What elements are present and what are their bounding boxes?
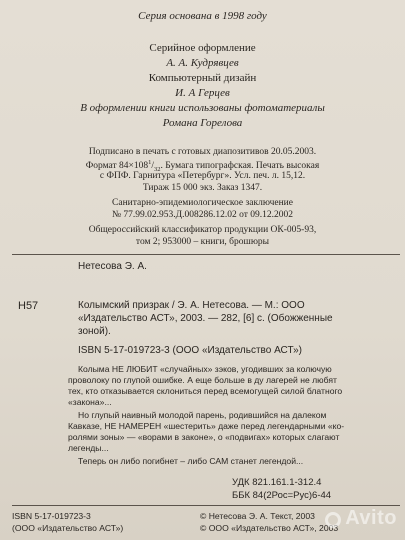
catalog-isbn: ISBN 5-17-019723-3 (ООО «Издательство АСТ»)	[78, 345, 302, 356]
udk-code: УДК 821.161.1-312.4	[232, 477, 322, 488]
design-label: Серийное оформление	[149, 42, 256, 54]
annotation-line-5: Но глупый наивный молодой парень, родившийся на далеком	[78, 410, 327, 420]
print-info-line-3: с ФПФ. Гарнитура «Петербург». Усл. печ. л. 15,12.	[99, 171, 306, 181]
footer-isbn: ISBN 5-17-019723-3	[12, 511, 91, 521]
avito-logo-icon	[325, 512, 341, 528]
photo-author: Романа Горелова	[162, 117, 243, 129]
photo-note: В оформлении книги использованы фотоматериалы	[80, 102, 325, 114]
annotation-line-9: Теперь он либо погибнет – либо САМ станет легендой...	[78, 456, 304, 466]
annotation-line-1: Колыма НЕ ЛЮБИТ «случайных» зэков, угодивших за колючую	[78, 364, 332, 374]
annotation-line-8: легенды...	[68, 443, 109, 453]
annotation-line-2: проволоку по глупой ошибке. А еще больше в ду лагерей не любят	[68, 375, 337, 385]
print-info-line-2: Формат $84\times 108^1/_{32}$. Бумага типографская. Печать высокая	[85, 159, 320, 174]
avito-watermark: Avito	[325, 507, 397, 530]
design-name: А. А. Кудрявцев	[166, 57, 239, 69]
sanitary-line-1: Санитарно-эпидемиологическое заключение	[112, 198, 293, 208]
catalog-author: Нетесова Э. А.	[78, 261, 147, 272]
computer-design-label: Компьютерный дизайн	[148, 72, 257, 84]
computer-design-name: И. А Герцев	[175, 87, 230, 99]
annotation-line-6: Кавказе, НЕ НАМЕРЕН «шестерить» даже перед легендарными «ко-	[68, 421, 345, 431]
divider-bottom	[12, 505, 400, 506]
catalog-index: Н57	[18, 300, 39, 312]
copyright-publisher: © ООО «Издательство АСТ», 2003	[200, 523, 339, 533]
annotation-line-4: «закона»...	[68, 397, 112, 407]
footer-publisher: (ООО «Издательство АСТ»)	[12, 523, 124, 533]
catalog-line-1: Колымский призрак / Э. А. Нетесова. — М.: ООО	[78, 300, 305, 311]
print-info-line-4: Тираж 15 000 экз. Заказ 1347.	[142, 183, 263, 193]
print-info-line-1: Подписано в печать с готовых диапозитивов 20.05.2003.	[88, 147, 317, 157]
annotation-line-7: ролями зоны» — «ворами в законе», о «подвигах» которых слагают	[68, 432, 340, 442]
copyright-text: © Нетесова Э. А. Текст, 2003	[200, 511, 315, 521]
sanitary-line-2: № 77.99.02.953.Д.008286.12.02 от 09.12.2002	[111, 210, 294, 220]
catalog-line-3: зоной).	[78, 326, 111, 337]
divider-top	[12, 254, 400, 255]
catalog-line-2: «Издательство АСТ», 2003. — 282, [6] с. (Обожженные	[78, 313, 333, 324]
annotation-line-3: тех, кто отказывается склониться перед всемогущей силой блатного	[68, 386, 343, 396]
classifier-line-1: Общероссийский классификатор продукции ОК-005-93,	[88, 225, 317, 235]
bbk-code: ББК 84(2Рос=Рус)6-44	[232, 490, 332, 501]
classifier-line-2: том 2; 953000 – книги, брошюры	[135, 237, 270, 247]
series-line: Серия основана в 1998 году	[138, 10, 267, 22]
